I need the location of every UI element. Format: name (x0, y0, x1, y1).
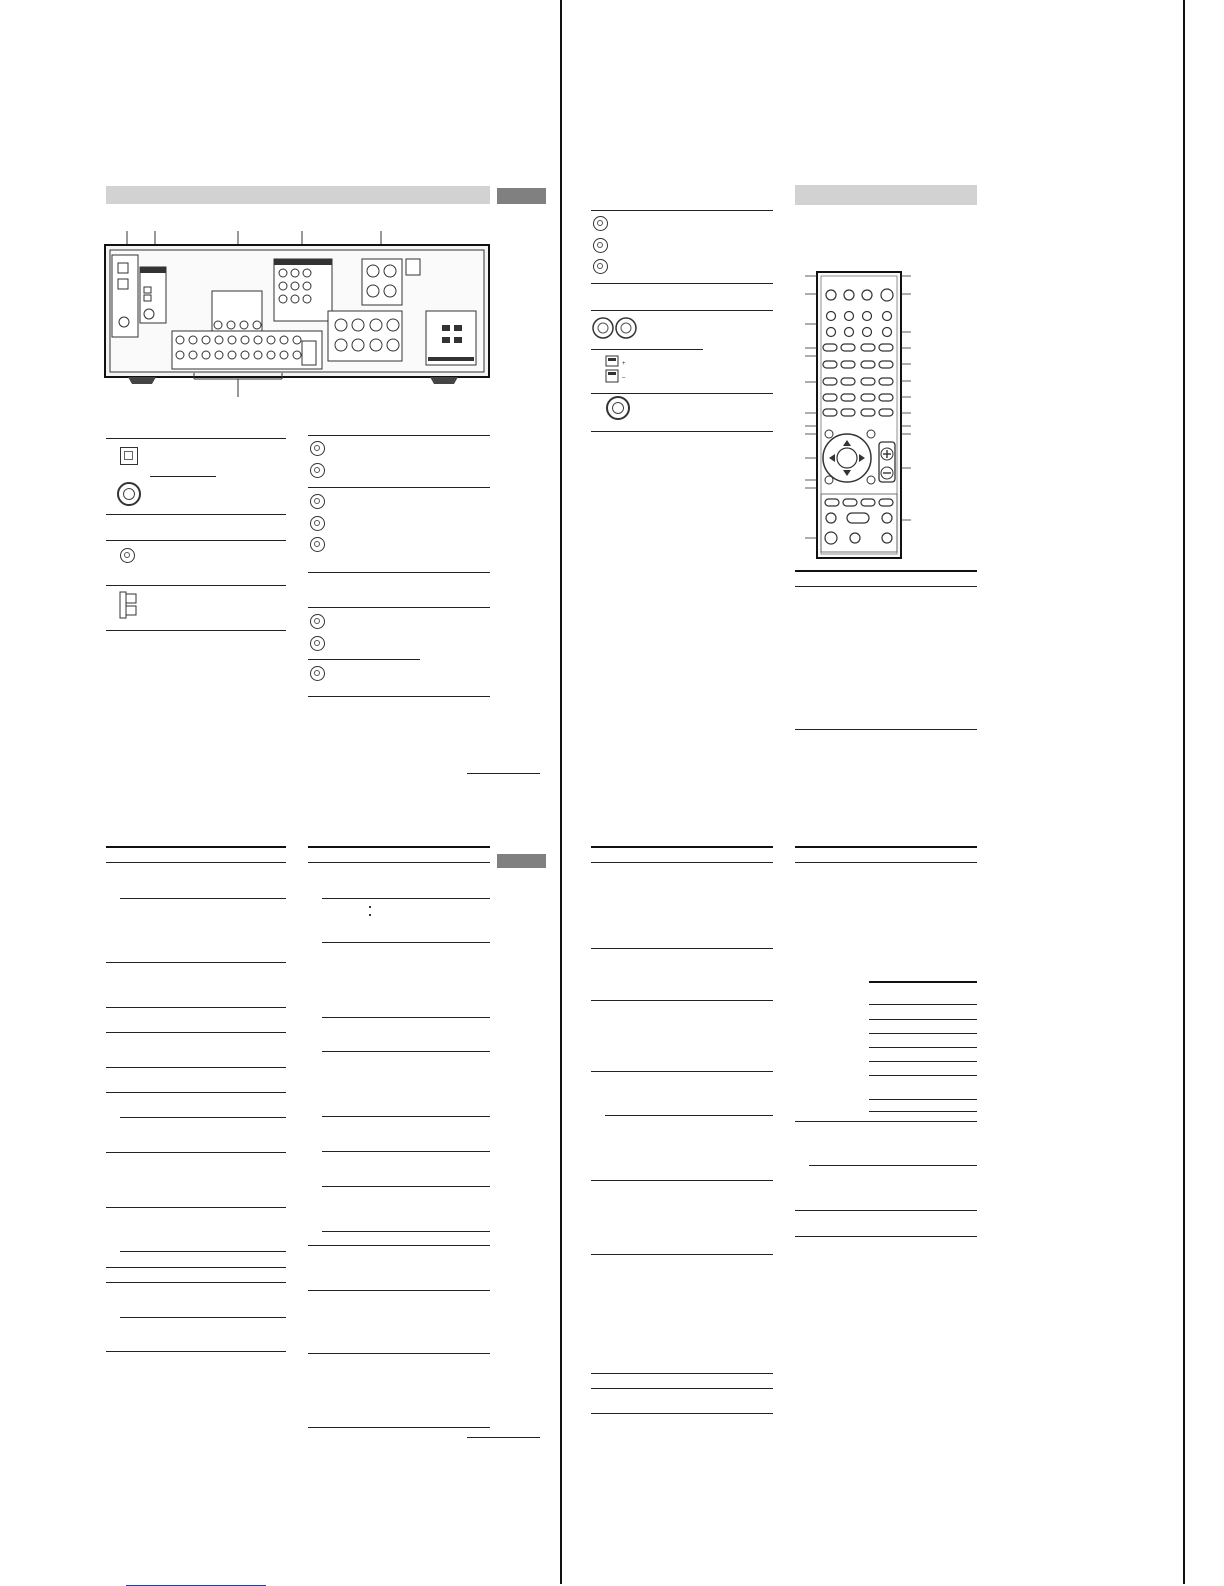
rule (795, 570, 977, 572)
rule (869, 1099, 977, 1100)
video-jack-icon (310, 666, 325, 681)
audio-jack-icon (593, 259, 608, 274)
rule (591, 349, 703, 350)
rule (308, 1290, 490, 1291)
rule (322, 942, 490, 943)
optical-jack-icon (120, 447, 138, 465)
rule (591, 210, 773, 211)
rule (322, 1051, 490, 1052)
svg-text:+: + (622, 361, 626, 367)
rule (869, 1111, 977, 1112)
rule (809, 1165, 977, 1166)
rule (322, 1017, 490, 1018)
section-header-band-remote (795, 185, 977, 205)
rule (322, 898, 490, 899)
rule (106, 630, 286, 631)
page-divider-left (560, 0, 562, 1584)
rule (467, 1437, 540, 1438)
rule (591, 1388, 773, 1389)
rule (106, 1351, 286, 1352)
audio-jack-icon (310, 494, 325, 509)
rule (795, 586, 977, 587)
rule (795, 846, 977, 848)
rule (869, 1004, 977, 1005)
rule (591, 862, 773, 863)
rule (308, 1427, 490, 1428)
rule (795, 729, 977, 730)
rule (591, 1000, 773, 1001)
rule (591, 310, 773, 311)
rule (869, 981, 977, 983)
audio-jack-icon (593, 216, 608, 231)
video-jack-icon (310, 636, 325, 651)
antenna-jack-icon (120, 548, 135, 563)
rule (322, 1116, 490, 1117)
remote-control-icon (803, 268, 913, 560)
rule (106, 585, 286, 586)
bullet-mark (369, 906, 371, 908)
rule (869, 1061, 977, 1062)
rule (605, 1115, 773, 1116)
section-tab-rear (497, 188, 546, 204)
rule (106, 846, 286, 848)
rule (591, 1254, 773, 1255)
rule (120, 1317, 286, 1318)
rule (308, 659, 420, 660)
rule (591, 1071, 773, 1072)
speaker-wire-terminal-icon (604, 354, 628, 386)
rule (308, 487, 490, 488)
rule (106, 1267, 286, 1268)
bullet-mark (369, 914, 371, 916)
section-header-band-rear (106, 186, 490, 204)
rule (591, 1373, 773, 1374)
rule (591, 846, 773, 848)
rule (106, 1152, 286, 1153)
rule (120, 1251, 286, 1252)
rule (322, 1231, 490, 1232)
am-antenna-terminal-icon (118, 590, 140, 620)
rule (106, 1007, 286, 1008)
rule (869, 1033, 977, 1034)
rule (591, 1413, 773, 1414)
rule (106, 862, 286, 863)
rule (795, 1121, 977, 1122)
rule (308, 607, 490, 608)
audio-jack-icon (310, 537, 325, 552)
rule (120, 1117, 286, 1118)
rule (322, 1151, 490, 1152)
rule (106, 1032, 286, 1033)
rule (106, 1092, 286, 1093)
page-divider-right (1183, 0, 1185, 1584)
rule (308, 435, 490, 436)
rule (106, 1282, 286, 1283)
rule (591, 1180, 773, 1181)
rule (322, 1186, 490, 1187)
rule (120, 898, 286, 899)
video-jack-icon (310, 614, 325, 629)
audio-jack-icon (310, 463, 325, 478)
rule (591, 948, 773, 949)
rule (591, 393, 773, 394)
rule (106, 514, 286, 515)
rule (795, 1210, 977, 1211)
speaker-terminal-pair-icon (592, 316, 638, 340)
rule (308, 572, 490, 573)
rule (308, 862, 490, 863)
rule (308, 1245, 490, 1246)
subwoofer-jack-icon (606, 396, 630, 420)
audio-jack-icon (593, 238, 608, 253)
rule (869, 1019, 977, 1020)
rule (308, 846, 490, 848)
rule (591, 283, 773, 284)
audio-jack-icon (310, 441, 325, 456)
rule (795, 862, 977, 863)
rule (106, 962, 286, 963)
rule (795, 1236, 977, 1237)
receiver-rear-panel-icon (100, 225, 495, 400)
rule (106, 1207, 286, 1208)
rule (467, 773, 540, 774)
rule (308, 1353, 490, 1354)
rule (308, 696, 490, 697)
rule (150, 476, 216, 477)
section-tab-lower (497, 854, 546, 868)
rule (591, 431, 773, 432)
coaxial-jack-icon (117, 482, 141, 506)
rule (106, 1067, 286, 1068)
rule (106, 540, 286, 541)
rule (106, 438, 286, 439)
rule (869, 1047, 977, 1048)
rule (869, 1075, 977, 1076)
audio-jack-icon (310, 516, 325, 531)
svg-text:–: – (622, 375, 626, 381)
